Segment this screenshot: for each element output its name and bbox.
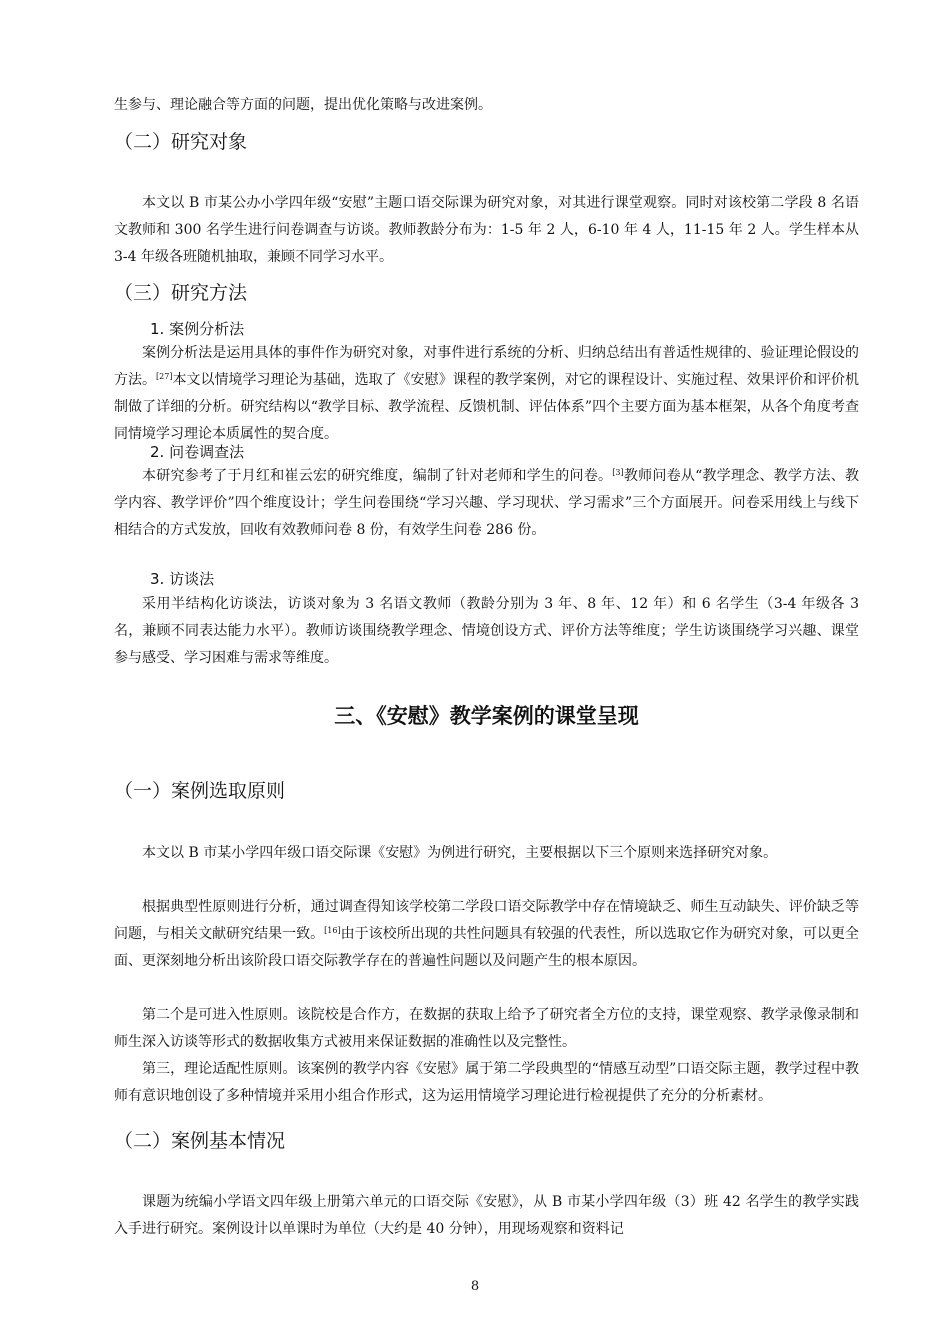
heading-case-basic: （二）案例基本情况 (114, 1130, 286, 1152)
citation-16: [16] (324, 926, 341, 935)
paragraph-case-analysis (114, 340, 859, 448)
heading-research-object: （二）研究对象 (114, 131, 248, 153)
heading-interview: 3. 访谈法 (150, 570, 215, 588)
heading-case-principle: （一）案例选取原则 (114, 780, 286, 802)
citation-27: [27] (156, 372, 173, 381)
paragraph-interview: 采用半结构化访谈法，访谈对象为 3 名语文教师（教龄分别为 3 年、8 年、12 年）和 6 名学生（3-4 年级各 3 名，兼顾不同表达能力水平）。教师访谈围绕教学理念、情境创设方式、评价方法等维度；学生访谈围绕学习兴趣、课堂参与感受、学习困难与需求等维度。 (114, 596, 859, 666)
case-analysis-text-a: 案例分析法是运用具体的事件作为研究对象，对事件进行系统的分析、归纳总结出有普适性规律的、验证理论假设的方法。 (114, 345, 859, 388)
heading-case-analysis: 1. 案例分析法 (150, 320, 245, 338)
paragraph-research-object: 本文以 B 市某公办小学四年级“安慰”主题口语交际课为研究对象，对其进行课堂观察。同时对该校第二学段 8 名语文教师和 300 名学生进行问卷调查与访谈。教师教龄分布为：1-5 年 2 人，6-10 年 4 人，11-15 年 2 人。学生样本从 3-4 年级各班随机抽取，兼顾不同学习水平。 (114, 195, 859, 265)
questionnaire-text-a: 本研究参考了于月红和崔云宏的研究维度，编制了针对老师和学生的问卷。 (142, 468, 613, 484)
heading-questionnaire: 2. 问卷调查法 (150, 443, 245, 461)
paragraph-accessibility: 第二个是可进入性原则。该院校是合作方，在数据的获取上给予了研究者全方位的支持，课堂观察、教学录像录制和师生深入访谈等形式的数据收集方式被用来保证数据的准确性以及完整性。 (114, 1007, 859, 1050)
heading-research-method: （三）研究方法 (114, 282, 248, 304)
typicality-text-a: 根据典型性原则进行分析，通过调查得知该学校第二学段口语交际教学中存在情境缺乏、师生互动缺失、评价缺乏等问题，与相关文献研究结果一致。 (114, 899, 859, 942)
paragraph-theory-fit: 第三，理论适配性原则。该案例的教学内容《安慰》属于第二学段典型的“情感互动型”口语交际主题，教学过程中教师有意识地创设了多种情境并采用小组合作形式，这为运用情境学习理论进行检视提供了充分的分析素材。 (114, 1061, 859, 1104)
typicality-text-b: 由于该校所出现的共性问题具有较强的代表性，所以选取它作为研究对象，可以更全面、更深刻地分析出该阶段口语交际教学存在的普遍性问题以及问题产生的根本原因。 (114, 926, 860, 969)
questionnaire-text-b: 教师问卷从“教学理念、教学方法、教学内容、教学评价”四个维度设计；学生问卷围绕“学习兴趣、学习现状、学习需求”三个方面展开。问卷采用线上与线下相结合的方式发放，回收有效教师问卷 8 份，有效学生问卷 286 份。 (114, 468, 859, 538)
paragraph-case-basic: 课题为统编小学语文四年级上册第六单元的口语交际《安慰》，从 B 市某小学四年级（3）班 42 名学生的教学实践入手进行研究。案例设计以单课时为单位（大约是 40 分钟），用现场观察和资料记 (114, 1194, 859, 1237)
paragraph-intro-continuation: 生参与、理论融合等方面的问题，提出优化策略与改进案例。 (114, 97, 492, 113)
paragraph-principle-intro: 本文以 B 市某小学四年级口语交际课《安慰》为例进行研究，主要根据以下三个原则来选择研究对象。 (142, 845, 778, 861)
citation-3: [3] (612, 468, 624, 477)
case-analysis-text-b: 本文以情境学习理论为基础，选取了《安慰》课程的教学案例，对它的课程设计、实施过程、效果评价和评价机制做了详细的分析。研究结构以“教学目标、教学流程、反馈机制、评估体系”四个主要方面为基本框架，从各个角度考查同情境学习理论本质属性的契合度。 (114, 372, 860, 442)
paragraph-typicality (114, 894, 859, 975)
page-number: 8 (470, 1279, 480, 1294)
chapter-heading: 三、《安慰》教学案例的课堂呈现 (334, 704, 639, 728)
paragraph-questionnaire (114, 463, 859, 544)
